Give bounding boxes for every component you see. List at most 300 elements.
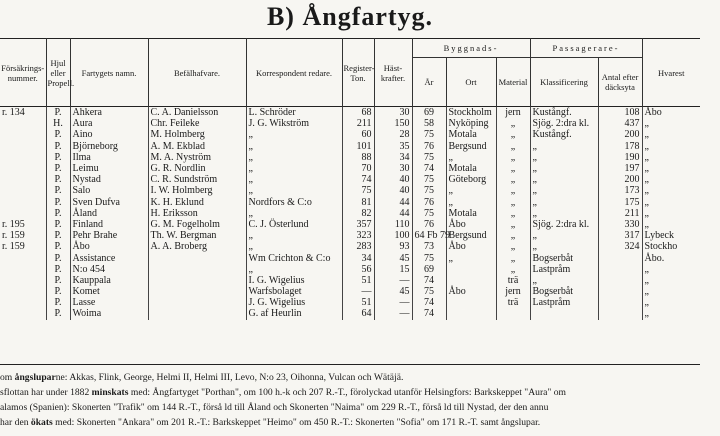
built-year-cell: 64 Fb 79 [412,230,446,241]
classification-cell: „ [530,197,598,208]
home-port-cell: „ [642,219,700,230]
built-year-cell: 75 [412,208,446,219]
col-group-passenger: Passagerare- [530,39,642,58]
classification-cell: Kustångf. [530,129,598,140]
col-captain: Befälhafvare. [148,39,246,107]
insurance-cell [0,163,46,174]
built-place-cell: „ [446,252,496,263]
material-cell: „ [496,230,530,241]
home-port-cell: „ [642,141,700,152]
footnote-2-lead: sflottan har under 1882 [0,387,92,398]
built-year-cell: 74 [412,297,446,308]
horsepower-cell: 100 [374,230,412,241]
built-year-cell: 75 [412,252,446,263]
material-cell: „ [496,252,530,263]
classification-cell: Sjög. 2:dra kl. [530,118,598,129]
material-cell: „ [496,264,530,275]
propulsion-cell: P. [46,152,70,163]
insurance-cell: r. 159 [2,241,25,253]
horsepower-cell: 45 [374,286,412,297]
owner-cell: „ [246,129,342,140]
register-tons-cell: 283 [342,241,374,252]
ship-name-cell: Björneborg [70,141,148,152]
footnote-4-bold: ökats [30,417,53,428]
home-port-cell: „ [642,185,700,196]
ship-name-cell: Lasse [70,297,148,308]
captain-cell: C. R. Sundström [148,174,246,185]
deck-count-cell: 197 [598,163,642,174]
deck-count-cell [598,252,642,263]
classification-cell: „ [530,241,598,252]
register-tons-cell: 34 [342,252,374,263]
classification-cell [530,308,598,319]
deck-count-cell [598,297,642,308]
table-row [0,308,700,319]
insurance-cell [0,208,46,219]
footnote-1-lead: om [0,372,15,383]
propulsion-cell: P. [46,163,70,174]
register-tons-cell: 101 [342,141,374,152]
register-tons-cell: 357 [342,219,374,230]
register-tons-cell: 56 [342,264,374,275]
propulsion-cell: P. [46,264,70,275]
deck-count-cell: 330 [598,219,642,230]
table-row [0,163,700,174]
classification-cell: Bogserbåt [530,286,598,297]
material-cell: „ [496,208,530,219]
ship-name-cell: Nystad [70,174,148,185]
insurance-cell [0,185,46,196]
footnote-4-lead: har den [0,417,31,428]
register-tons-cell: 75 [342,185,374,196]
ship-name-cell: Åbo [70,241,148,252]
propulsion-cell: P. [46,174,70,185]
horsepower-cell: 30 [374,107,412,119]
horsepower-cell: 150 [374,118,412,129]
insurance-cell [0,264,46,275]
ship-name-cell: Kauppala [70,275,148,286]
deck-count-cell [598,308,642,319]
footnote-2 [0,387,720,399]
built-place-cell: Motala [446,208,496,219]
home-port-cell: „ [642,174,700,185]
owner-cell: I. G. Wigelius [246,275,342,286]
ship-name-cell: Åland [70,208,148,219]
classification-cell: Lastpråm [530,264,598,275]
propulsion-cell: P. [46,208,70,219]
table-body [0,107,700,320]
captain-cell [148,252,246,263]
col-home-port: Hvarest [642,39,700,107]
footnote-4-text: med: Skonerten "Ankara" om 201 R.-T.: Barkskeppet "Heimo" om 450 R.-T.: Skonerten "Sofia" om 171 R.-T. samt ångslupar. [52,417,541,428]
owner-cell: J. G. Wikström [246,118,342,129]
register-tons-cell: 211 [342,118,374,129]
insurance-cell [0,275,46,286]
built-place-cell: Åbo [446,219,496,230]
home-port-cell: „ [642,152,700,163]
built-place-cell: Motala [446,129,496,140]
table-row [0,185,700,196]
built-place-cell: Åbo [446,241,496,252]
table-row [0,275,700,286]
home-port-cell: „ [642,129,700,140]
propulsion-cell: P. [46,141,70,152]
deck-count-cell: 173 [598,185,642,196]
register-tons-cell: 323 [342,230,374,241]
built-place-cell: Bergsund [446,230,496,241]
built-year-cell: 69 [412,264,446,275]
col-propulsion: Hjul eller Propell. [46,39,70,107]
deck-count-cell: 437 [598,118,642,129]
home-port-cell: Åbo. [642,252,700,263]
horsepower-cell: 28 [374,129,412,140]
captain-cell: G. R. Nordlin [148,163,246,174]
insurance-cell [0,118,46,129]
classification-cell: Lastpråm [530,297,598,308]
deck-count-cell: 200 [598,129,642,140]
owner-cell: „ [246,152,342,163]
horsepower-cell: 110 [374,219,412,230]
home-port-cell: „ [642,118,700,129]
built-year-cell: 76 [412,219,446,230]
deck-count-cell: 211 [598,208,642,219]
insurance-cell: r. 195 [2,218,25,230]
home-port-cell: „ [642,308,700,319]
insurance-cell [0,152,46,163]
built-place-cell: „ [446,197,496,208]
col-owner: Korrespondent redare. [246,39,342,107]
propulsion-cell: P. [46,185,70,196]
classification-cell: „ [530,163,598,174]
propulsion-cell: P. [46,252,70,263]
owner-cell: G. af Heurlin [246,308,342,319]
footnote-3 [0,402,720,414]
built-year-cell: 69 [412,107,446,119]
horsepower-cell: 45 [374,252,412,263]
home-port-cell: „ [642,297,700,308]
ship-name-cell: Assistance [70,252,148,263]
table-row [0,118,700,129]
classification-cell: „ [530,152,598,163]
captain-cell [148,286,246,297]
table-header [0,39,700,107]
register-tons-cell: — [342,286,374,297]
horsepower-cell: — [374,308,412,319]
ship-name-cell: Aura [70,118,148,129]
table-row [0,129,700,140]
horsepower-cell: — [374,297,412,308]
ship-name-cell: N:o 454 [70,264,148,275]
register-tons-cell: 74 [342,174,374,185]
col-classification: Klassificering [530,58,598,107]
home-port-cell: Åbo [642,107,700,119]
captain-cell: Th. W. Bergman [148,230,246,241]
captain-cell: K. H. Eklund [148,197,246,208]
built-place-cell: Bergsund [446,141,496,152]
captain-cell: M. A. Nyström [148,152,246,163]
footnote-1 [0,372,720,384]
classification-cell: Bogserbåt [530,252,598,263]
col-horsepower: Häst-krafter. [374,39,412,107]
propulsion-cell: H. [46,118,70,129]
built-place-cell: Stockholm [446,107,496,119]
built-place-cell: Åbo [446,286,496,297]
built-year-cell: 73 [412,241,446,252]
footnote-2-bold: minskats [91,387,129,398]
deck-count-cell [598,286,642,297]
built-year-cell: 74 [412,275,446,286]
material-cell [496,308,530,319]
ship-name-cell: Leimu [70,163,148,174]
material-cell: „ [496,185,530,196]
horsepower-cell: 15 [374,264,412,275]
insurance-cell: r. 134 [2,107,25,119]
classification-cell: „ [530,141,598,152]
material-cell: „ [496,163,530,174]
owner-cell: L. Schröder [246,107,342,119]
built-year-cell: 75 [412,152,446,163]
insurance-cell [0,129,46,140]
col-insurance: Försäkrings-nummer. [1,62,45,83]
classification-cell: Sjög. 2:dra kl. [530,219,598,230]
captain-cell: G. M. Fogelholm [148,219,246,230]
home-port-cell: „ [642,264,700,275]
insurance-cell [0,141,46,152]
table-row [0,241,700,252]
horsepower-cell: 40 [374,174,412,185]
owner-cell: C. J. Österlund [246,219,342,230]
classification-cell: „ [530,208,598,219]
deck-count-cell: 190 [598,152,642,163]
table-row [0,230,700,241]
owner-cell: „ [246,208,342,219]
owner-cell: „ [246,264,342,275]
built-place-cell: „ [446,152,496,163]
table-row [0,197,700,208]
material-cell: jern [496,107,530,119]
owner-cell: „ [246,241,342,252]
ship-name-cell: Finland [70,219,148,230]
table-bottom-rule [0,364,700,365]
captain-cell: C. A. Danielsson [148,107,246,119]
register-tons-cell: 60 [342,129,374,140]
propulsion-cell: P. [46,308,70,319]
classification-cell: „ [530,174,598,185]
insurance-cell: r. 159 [2,230,25,242]
built-year-cell: 76 [412,197,446,208]
ship-name-cell: Aino [70,129,148,140]
register-tons-cell: 82 [342,208,374,219]
deck-count-cell: 178 [598,141,642,152]
propulsion-cell: P. [46,197,70,208]
ship-name-cell: Komet [70,286,148,297]
owner-cell: „ [246,230,342,241]
table-row [0,107,700,119]
classification-cell: Kustångf. [530,107,598,119]
propulsion-cell: P. [46,275,70,286]
home-port-cell: „ [642,197,700,208]
footnote-1-bold: ångslupar [14,372,56,383]
captain-cell [148,308,246,319]
register-tons-cell: 64 [342,308,374,319]
built-place-cell: „ [446,185,496,196]
table-row [0,264,700,275]
register-tons-cell: 88 [342,152,374,163]
deck-count-cell: 317 [598,230,642,241]
register-tons-cell: 70 [342,163,374,174]
ship-name-cell: Woima [70,308,148,319]
table-row [0,141,700,152]
insurance-cell [0,197,46,208]
table-row [0,252,700,263]
insurance-cell [0,297,46,308]
ship-name-cell: Pehr Brahe [70,230,148,241]
material-cell: „ [496,141,530,152]
material-cell: „ [496,129,530,140]
material-cell: „ [496,152,530,163]
footnote-2-text: med: Ångfartyget "Porthan", om 100 h.-k och 207 R.-T., förolyckad utanför Helsingfors: Barkskeppet "Aura" om [128,387,566,398]
table-row [0,208,700,219]
material-cell: „ [496,241,530,252]
captain-cell: I. W. Holmberg [148,185,246,196]
insurance-cell [0,286,46,297]
horsepower-cell: 40 [374,185,412,196]
ship-name-cell: Ahkera [70,107,148,119]
deck-count-cell: 108 [598,107,642,119]
page-title: B) Ångfartyg. [266,2,434,31]
owner-cell: „ [246,174,342,185]
built-year-cell: 76 [412,141,446,152]
built-year-cell: 74 [412,308,446,319]
col-group-built: Byggnads- [412,39,530,58]
classification-cell: „ [530,230,598,241]
deck-count-cell [598,264,642,275]
captain-cell: Chr. Feileke [148,118,246,129]
deck-count-cell [598,275,642,286]
ship-name-cell: Sven Dufva [70,197,148,208]
table-row [0,152,700,163]
home-port-cell: „ [642,286,700,297]
deck-count-cell: 175 [598,197,642,208]
built-place-cell [446,297,496,308]
horsepower-cell: 93 [374,241,412,252]
captain-cell [148,297,246,308]
built-place-cell: Nyköping [446,118,496,129]
propulsion-cell: P. [46,297,70,308]
owner-cell: Wm Crichton & C:o [246,252,342,263]
col-ship-name: Fartygets namn. [70,39,148,107]
classification-cell: „ [530,275,598,286]
horsepower-cell: 30 [374,163,412,174]
owner-cell: Warfsbolaget [246,286,342,297]
built-year-cell: 75 [412,185,446,196]
owner-cell: Nordfors & C:o [246,197,342,208]
deck-count-cell: 200 [598,174,642,185]
built-year-cell: 74 [412,163,446,174]
register-tons-cell: 68 [342,107,374,119]
horsepower-cell: — [374,275,412,286]
material-cell: jern [496,286,530,297]
material-cell: „ [496,219,530,230]
classification-cell: „ [530,185,598,196]
propulsion-cell: P. [46,241,70,252]
footnote-1-text: ne: Akkas, Flink, George, Helmi II, Helmi III, Levo, N:o 23, Oihonna, Vulcan och Wätäjä. [55,372,404,383]
built-place-cell: Göteborg [446,174,496,185]
col-built-place: Ort [446,58,496,107]
table-row [0,297,700,308]
home-port-cell: „ [642,163,700,174]
horsepower-cell: 44 [374,208,412,219]
table-row [0,286,700,297]
horsepower-cell: 44 [374,197,412,208]
owner-cell: J. G. Wigelius [246,297,342,308]
propulsion-cell: P. [46,107,70,119]
owner-cell: „ [246,185,342,196]
table-row [0,174,700,185]
material-cell: „ [496,174,530,185]
ship-name-cell: Salo [70,185,148,196]
col-built-year: År [412,58,446,107]
propulsion-cell: P. [46,219,70,230]
register-tons-cell: 81 [342,197,374,208]
ship-name-cell: Ilma [70,152,148,163]
home-port-cell: Lybeck [642,230,700,241]
col-material: Material [496,58,530,107]
material-cell: trä [496,275,530,286]
owner-cell: „ [246,163,342,174]
built-year-cell: 75 [412,174,446,185]
captain-cell [148,264,246,275]
built-place-cell: Motala [446,163,496,174]
col-register-tons: Register-Ton. [342,39,374,107]
built-year-cell: 58 [412,118,446,129]
insurance-cell [0,174,46,185]
captain-cell: A. M. Ekblad [148,141,246,152]
insurance-cell [0,252,46,263]
captain-cell [148,275,246,286]
table-row [0,219,700,230]
material-cell: trä [496,297,530,308]
propulsion-cell: P. [46,129,70,140]
built-place-cell [446,275,496,286]
material-cell: „ [496,118,530,129]
built-place-cell [446,264,496,275]
footnote-3-text: alamos (Spanien): Skonerten "Trafik" om 144 R.-T., förså ld till Åland och Skonerten "Naima" om 229 R.-T., förså ld till Nystad, der den annu [0,402,549,413]
footnote-4 [0,417,720,429]
propulsion-cell: P. [46,230,70,241]
material-cell: „ [496,197,530,208]
captain-cell: H. Eriksson [148,208,246,219]
home-port-cell: „ [642,275,700,286]
horsepower-cell: 35 [374,141,412,152]
propulsion-cell: P. [46,286,70,297]
register-tons-cell: 51 [342,297,374,308]
home-port-cell: „ [642,208,700,219]
deck-count-cell: 324 [598,241,642,252]
home-port-cell: Stockho [642,241,700,252]
col-deck-count: Antal efter däcksyta [598,58,642,107]
register-tons-cell: 51 [342,275,374,286]
owner-cell: „ [246,141,342,152]
captain-cell: M. Holmberg [148,129,246,140]
captain-cell: A. A. Broberg [148,241,246,252]
built-place-cell [446,308,496,319]
insurance-cell [0,308,46,319]
steamship-register-table [0,38,700,320]
built-year-cell: 75 [412,286,446,297]
built-year-cell: 75 [412,129,446,140]
horsepower-cell: 34 [374,152,412,163]
